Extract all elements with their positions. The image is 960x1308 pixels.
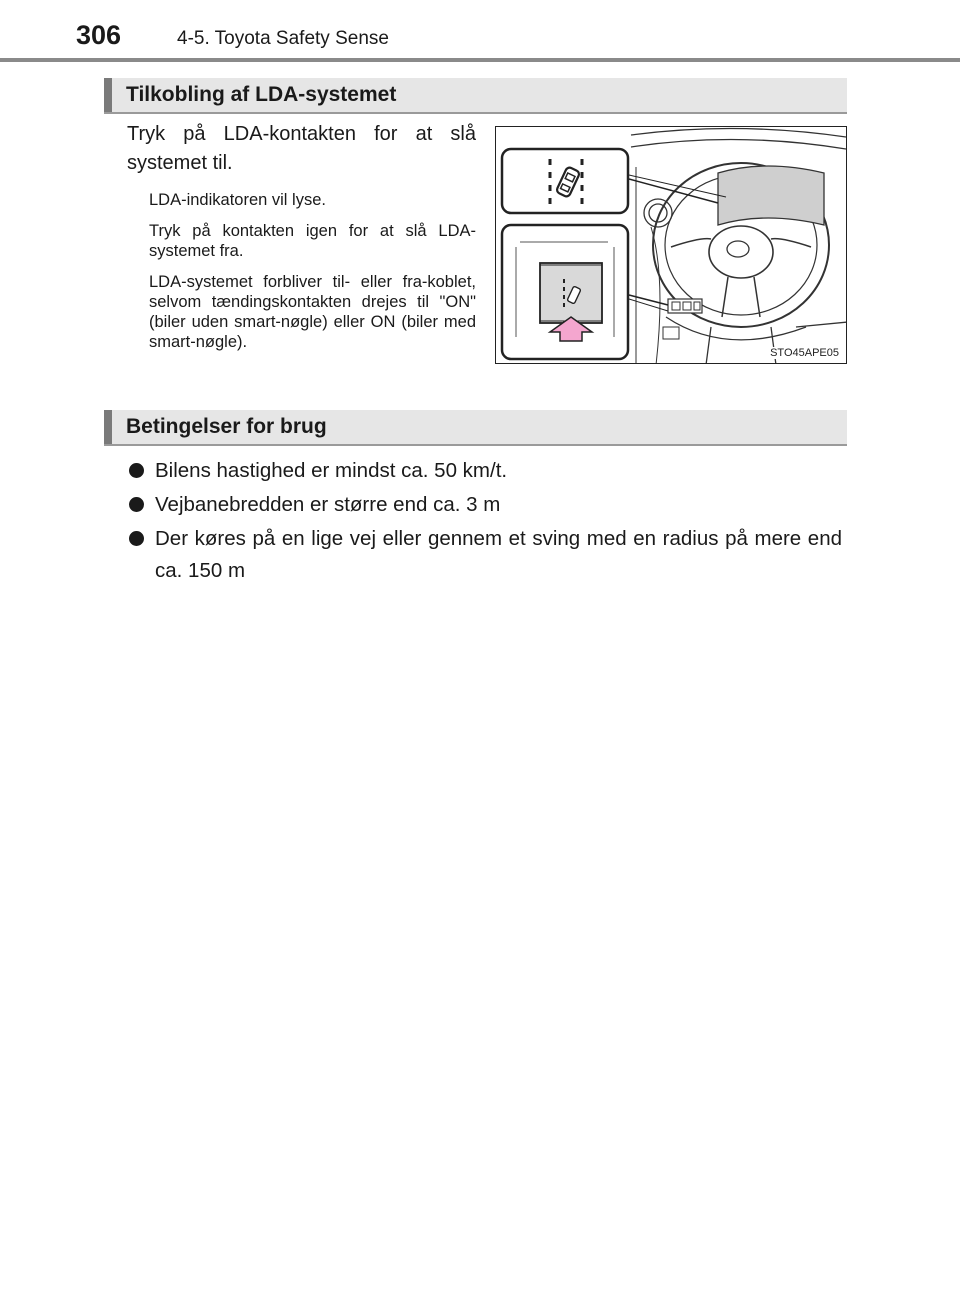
list-item — [127, 455, 842, 487]
notes-list — [149, 190, 476, 363]
list-item-text: Bilens hastighed er mindst ca. 50 km/t. — [155, 459, 508, 482]
dashboard-illustration — [495, 126, 847, 364]
list-item — [127, 489, 842, 521]
bullet-icon — [129, 497, 144, 512]
page-header-section: 4-5. Toyota Safety Sense — [177, 28, 389, 49]
note-item: Tryk på kontakten igen for at slå LDA-systemet fra. — [149, 222, 476, 260]
page-number: 306 — [76, 20, 122, 50]
section-heading-conditions — [104, 410, 847, 446]
note-item: LDA-indikatoren vil lyse. — [149, 191, 326, 209]
list-item-text: Der køres på en lige vej eller gennem et sving med en radius på mere end ca. 150 m — [155, 527, 842, 582]
dashboard-drawing — [496, 127, 847, 364]
figure-label: STO45APE05 — [770, 347, 839, 359]
note-item: LDA-systemet forbliver til- eller fra-koblet, selvom tændingskontakten drejes til "ON" (biler uden smart-nøgle) eller ON (biler med smart-nøgle). — [149, 273, 476, 351]
conditions-list — [127, 455, 842, 589]
section-title: Betingelser for brug — [126, 415, 327, 438]
section-title: Tilkobling af LDA-systemet — [126, 83, 397, 106]
section-accent — [104, 410, 112, 444]
section-heading-lda — [104, 78, 847, 114]
list-item-text: Vejbanebredden er større end ca. 3 m — [155, 493, 501, 516]
bullet-icon — [129, 463, 144, 478]
list-item — [127, 523, 842, 587]
section-accent — [104, 78, 112, 112]
intro-instruction: Tryk på LDA-kontakten for at slå systemet til. — [127, 123, 476, 174]
header-rule — [0, 58, 960, 62]
bullet-icon — [129, 531, 144, 546]
